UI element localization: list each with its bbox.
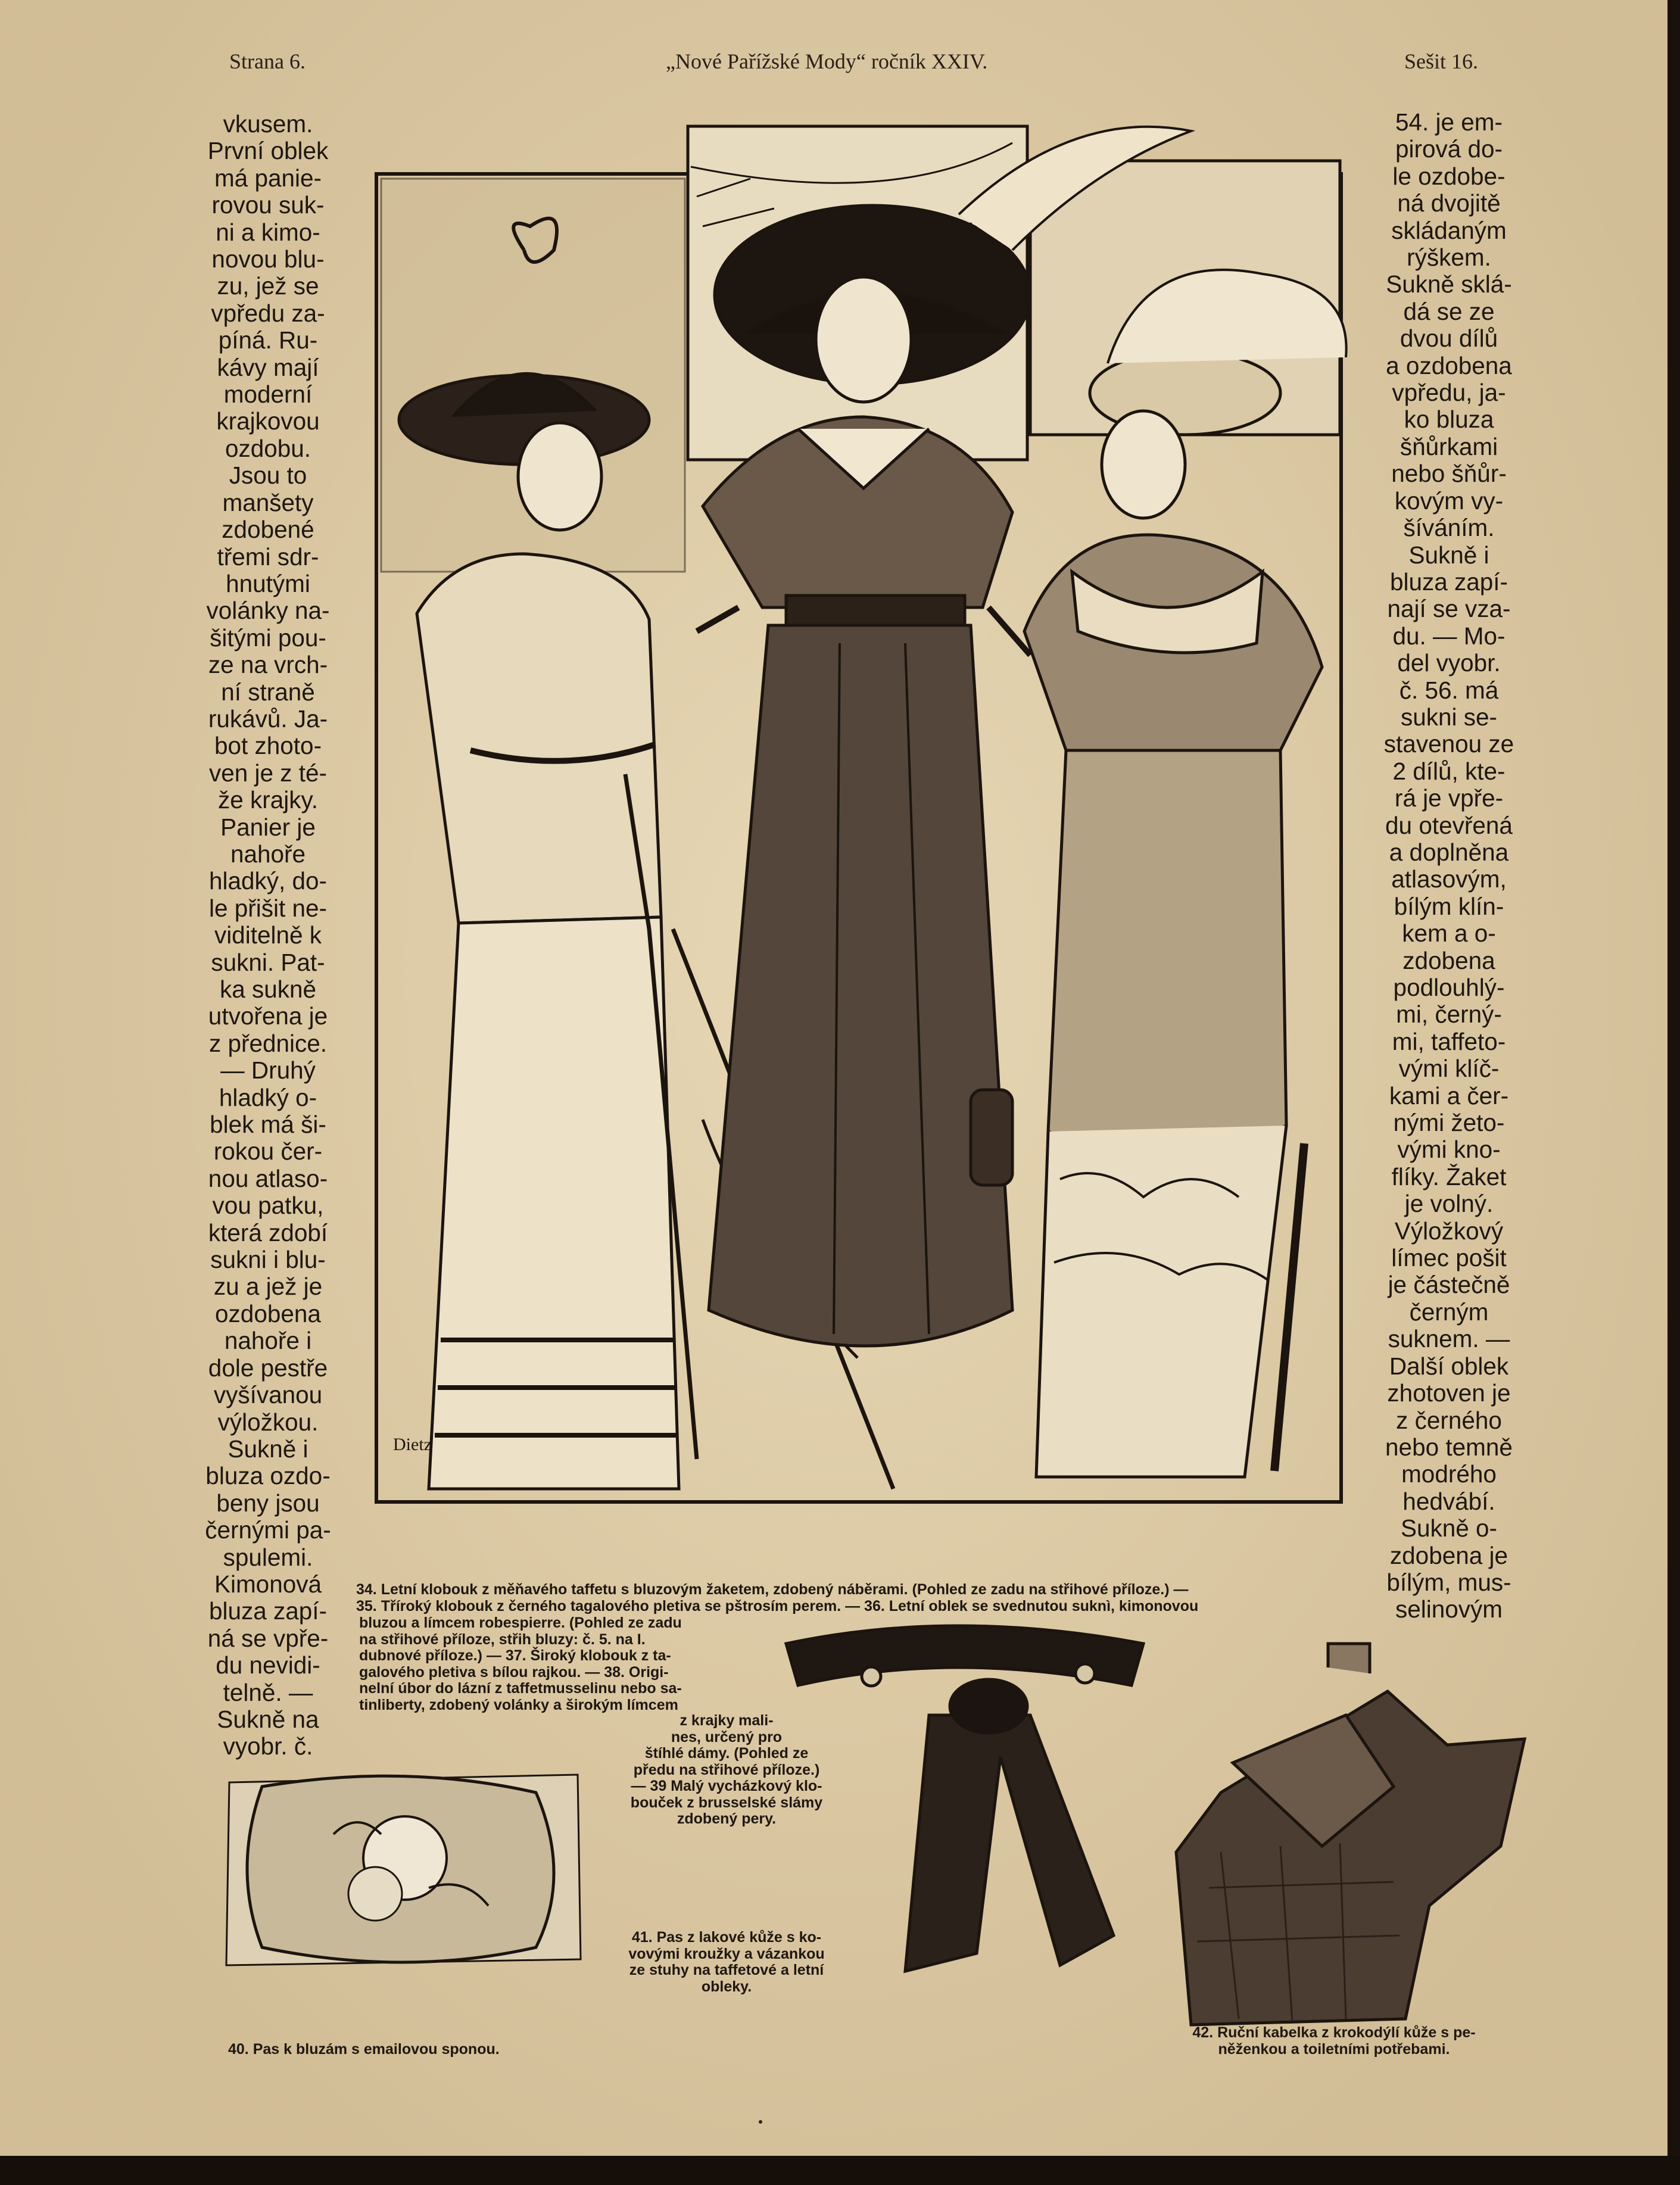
text-line: Jsou to bbox=[229, 462, 307, 490]
text-line: černým bbox=[1409, 1298, 1489, 1326]
text-line: le přišit ne- bbox=[208, 894, 328, 922]
text-line: Další oblek bbox=[1389, 1352, 1509, 1380]
caption-line: zdobený pery. bbox=[677, 1810, 777, 1827]
text-line: zu a jež je bbox=[213, 1273, 323, 1301]
text-line: má panie- bbox=[214, 164, 322, 192]
page-number: Strana 6. bbox=[229, 49, 306, 73]
text-line: šňůrkami bbox=[1400, 432, 1498, 460]
caption-line: 35. Tříroký klobouk z černého tagalového pletiva se pštrosím perem. — 36. Letní oblek se svednutou suknì, kimonovou bbox=[356, 1597, 1199, 1614]
text-line: z přednice. bbox=[208, 1029, 328, 1057]
text-line: volánky na- bbox=[206, 597, 330, 625]
caption-figures-34-36 bbox=[356, 1582, 1198, 1614]
text-line: šíváním. bbox=[1403, 514, 1495, 542]
text-line: ozdobena bbox=[215, 1299, 321, 1327]
caption-figures-36-38 bbox=[359, 1615, 682, 1713]
text-line: spulemi. bbox=[223, 1543, 313, 1571]
text-line: výložkou. bbox=[217, 1408, 319, 1436]
text-line: píná. Ru- bbox=[218, 326, 318, 354]
text-line: utvořena je bbox=[208, 1002, 328, 1030]
text-line: zdobena bbox=[1402, 946, 1495, 974]
caption-figure-40: 40. Pas k bluzám s emailovou sponou. bbox=[228, 2041, 500, 2058]
caption-line: něženkou a toiletními potřebami. bbox=[1218, 2040, 1450, 2058]
text-line: bílým, mus- bbox=[1386, 1568, 1511, 1596]
text-line: ná dvojitě bbox=[1397, 189, 1501, 217]
text-line: kávy mají bbox=[217, 353, 319, 381]
caption-line: 42. Ruční kabelka z krokodýlí kůže s pe- bbox=[1192, 2024, 1476, 2041]
text-line: kem a o- bbox=[1402, 919, 1496, 947]
caption-line: ze stuhy na taffetové a letní bbox=[629, 1962, 824, 1978]
page-dot bbox=[759, 2120, 762, 2124]
text-line: 2 dílů, kte- bbox=[1392, 757, 1506, 785]
text-line: vou patku, bbox=[212, 1192, 324, 1220]
text-line: zdobené bbox=[222, 516, 314, 544]
text-line: je volný. bbox=[1404, 1190, 1494, 1218]
text-line: límec pošit bbox=[1391, 1244, 1507, 1272]
text-line: telně. — bbox=[223, 1678, 313, 1706]
text-line: pirová do- bbox=[1395, 135, 1503, 163]
caption-line: — 39 Malý vycházkový klo- bbox=[631, 1778, 822, 1794]
caption-line: bluzou a límcem robespierre. (Pohled ze zadu bbox=[359, 1614, 682, 1631]
text-line: suknem. — bbox=[1388, 1325, 1510, 1353]
text-line: moderní bbox=[223, 381, 313, 409]
text-line: Sukně i bbox=[1408, 541, 1489, 569]
text-line: bluza zapí- bbox=[1389, 568, 1508, 596]
text-line: viditelně k bbox=[214, 921, 322, 949]
caption-line: nes, určený pro bbox=[671, 1728, 783, 1745]
text-line: bluza zapí- bbox=[208, 1597, 328, 1625]
text-line: selinovým bbox=[1395, 1595, 1503, 1623]
text-line: nají se vza- bbox=[1387, 595, 1511, 623]
text-line: dvou dílů bbox=[1400, 325, 1498, 353]
caption-figures-38-39 bbox=[607, 1713, 846, 1828]
text-line: ven je z té- bbox=[208, 759, 328, 787]
text-line: Kimonová bbox=[214, 1570, 322, 1598]
caption-line: předu na střihové příloze.) bbox=[633, 1761, 820, 1778]
issue-number: Sešit 16. bbox=[1404, 49, 1479, 73]
text-line: — Druhý bbox=[220, 1056, 316, 1084]
text-line: zhotoven je bbox=[1387, 1379, 1511, 1407]
caption-figure-41 bbox=[607, 1930, 846, 1995]
caption-figure-42 bbox=[1155, 2025, 1513, 2058]
text-line: hladký o- bbox=[219, 1083, 317, 1111]
text-line: sukni i blu- bbox=[210, 1246, 326, 1274]
text-line: ozdobu. bbox=[225, 434, 311, 462]
text-line: hladký, do- bbox=[208, 867, 328, 895]
text-line: rovou suk- bbox=[211, 191, 325, 219]
text-line: nahoře bbox=[230, 840, 306, 868]
text-line: modrého bbox=[1401, 1460, 1497, 1488]
text-line: ní straně bbox=[221, 678, 315, 706]
text-line: du. — Mo- bbox=[1392, 622, 1506, 650]
figure-right bbox=[1024, 270, 1347, 1477]
text-line: atlasovým, bbox=[1391, 865, 1507, 893]
text-line: 54. je em- bbox=[1395, 108, 1503, 136]
text-line: a ozdobena bbox=[1386, 351, 1512, 379]
text-line: vyšívanou bbox=[213, 1381, 323, 1409]
caption-line: štíhlé dámy. (Pohled ze bbox=[644, 1745, 809, 1762]
caption-line: 41. Pas z lakové kůže s ko- bbox=[631, 1929, 822, 1946]
text-line: vkusem. bbox=[223, 110, 313, 138]
text-line: Sukně sklá- bbox=[1386, 270, 1512, 298]
text-line: mi, černý- bbox=[1396, 1000, 1502, 1028]
text-line: sukni. Pat- bbox=[211, 948, 325, 976]
text-line: z černého bbox=[1396, 1406, 1502, 1434]
text-line: nebo šňůr- bbox=[1391, 460, 1507, 488]
text-line: podlouhlý- bbox=[1393, 974, 1505, 1001]
text-line: První oblek bbox=[207, 137, 329, 165]
text-line: blek má ši- bbox=[210, 1111, 326, 1139]
text-line: ka sukně bbox=[219, 975, 317, 1003]
caption-line: vovými kroužky a vázankou bbox=[628, 1945, 825, 1962]
text-line: le ozdobe- bbox=[1392, 162, 1506, 190]
caption-line: galového pletiva s bílou rajkou. — 38. Origi- bbox=[359, 1663, 669, 1681]
text-line: ni a kimo- bbox=[216, 218, 320, 246]
text-line: Panier je bbox=[220, 813, 316, 841]
text-line: je částečně bbox=[1388, 1271, 1510, 1299]
handbag-42 bbox=[1176, 1644, 1525, 2025]
text-line: zu, jež se bbox=[217, 272, 319, 300]
text-line: Výložkový bbox=[1394, 1217, 1504, 1245]
caption-line: obleky. bbox=[701, 1978, 752, 1995]
text-line: flíky. Žaket bbox=[1391, 1162, 1507, 1190]
text-line: a doplněna bbox=[1389, 838, 1509, 866]
caption-line: tinliberty, zdobený volánky a širokým límcem bbox=[359, 1696, 678, 1713]
text-line: rá je vpře- bbox=[1394, 784, 1504, 812]
text-line: rokou čer- bbox=[213, 1137, 323, 1165]
buckle-belt-40 bbox=[226, 1775, 581, 1965]
journal-title: „Nové Pařížské Mody“ ročník XXIV. bbox=[666, 49, 988, 73]
text-line: hedvábí. bbox=[1402, 1487, 1495, 1515]
text-line: krajkovou bbox=[216, 407, 320, 435]
text-line: vpředu za- bbox=[211, 299, 325, 327]
text-line: č. 56. má bbox=[1399, 676, 1499, 704]
text-line: ze na vrch- bbox=[208, 651, 328, 679]
text-line: vyobr. č. bbox=[223, 1732, 313, 1760]
text-line: dá se ze bbox=[1403, 297, 1495, 325]
text-line: beny jsou bbox=[216, 1489, 320, 1517]
text-line: skládaným bbox=[1391, 216, 1507, 244]
text-line: šitými pou- bbox=[210, 624, 326, 652]
text-line: kovým vy- bbox=[1394, 487, 1504, 515]
text-line: Sukně na bbox=[217, 1705, 319, 1733]
text-line: která zdobí bbox=[208, 1218, 328, 1246]
text-line: manšety bbox=[222, 488, 314, 516]
text-line: del vyobr. bbox=[1397, 649, 1501, 677]
text-line: nými žeto- bbox=[1393, 1109, 1505, 1137]
text-line: du otevřená bbox=[1385, 811, 1513, 839]
caption-line: z krajky mali- bbox=[680, 1712, 774, 1729]
text-line: sukni se- bbox=[1400, 703, 1498, 731]
text-line: třemi sdr- bbox=[217, 543, 319, 571]
caption-line: dubnové příloze.) — 37. Široký klobouk z ta- bbox=[359, 1647, 671, 1664]
text-line: nou atlaso- bbox=[208, 1164, 328, 1192]
text-line: dole pestře bbox=[208, 1354, 328, 1382]
text-line: vými kno- bbox=[1397, 1136, 1501, 1164]
text-line: mi, taffeto- bbox=[1392, 1027, 1506, 1055]
text-line: nebo temně bbox=[1385, 1433, 1513, 1461]
text-line: zdobena je bbox=[1389, 1541, 1508, 1569]
text-line: vpředu, ja- bbox=[1392, 379, 1506, 407]
caption-line: bouček z brusselské slámy bbox=[630, 1794, 823, 1811]
caption-line: nelní úbor do lázní z taffetmusselinu nebo sa- bbox=[359, 1680, 682, 1697]
text-line: že krajky. bbox=[217, 786, 319, 814]
text-line: Sukně i bbox=[227, 1435, 308, 1463]
text-line: du nevidi- bbox=[216, 1651, 320, 1679]
text-line: Sukně o- bbox=[1400, 1514, 1498, 1542]
text-line: rýškem. bbox=[1407, 244, 1491, 272]
text-line: nahoře i bbox=[224, 1327, 312, 1355]
caption-line: na střihové příloze, střih bluzy: č. 5. na I. bbox=[359, 1631, 646, 1648]
text-line: stavenou ze bbox=[1383, 730, 1514, 758]
illustrator-signature: Dietz bbox=[393, 1435, 432, 1454]
text-line: bot zhoto- bbox=[214, 732, 322, 760]
text-line: vými klíč- bbox=[1398, 1055, 1500, 1083]
text-line: kami a čer- bbox=[1389, 1081, 1509, 1109]
text-line: černými pa- bbox=[205, 1516, 331, 1544]
text-line: hnutými bbox=[226, 569, 310, 597]
text-line: novou blu- bbox=[211, 245, 325, 273]
text-line: rukávů. Ja- bbox=[208, 705, 328, 733]
text-line: ná se vpře- bbox=[207, 1624, 329, 1652]
text-line: bluza ozdo- bbox=[205, 1462, 331, 1490]
caption-line: 34. Letní klobouk z měňavého taffetu s bluzovým žaketem, zdobený náběrami. (Pohled ze zadu na střihové příloze.) — bbox=[356, 1581, 1189, 1598]
text-line: bílým klín- bbox=[1394, 892, 1504, 920]
text-line: ko bluza bbox=[1404, 406, 1494, 434]
